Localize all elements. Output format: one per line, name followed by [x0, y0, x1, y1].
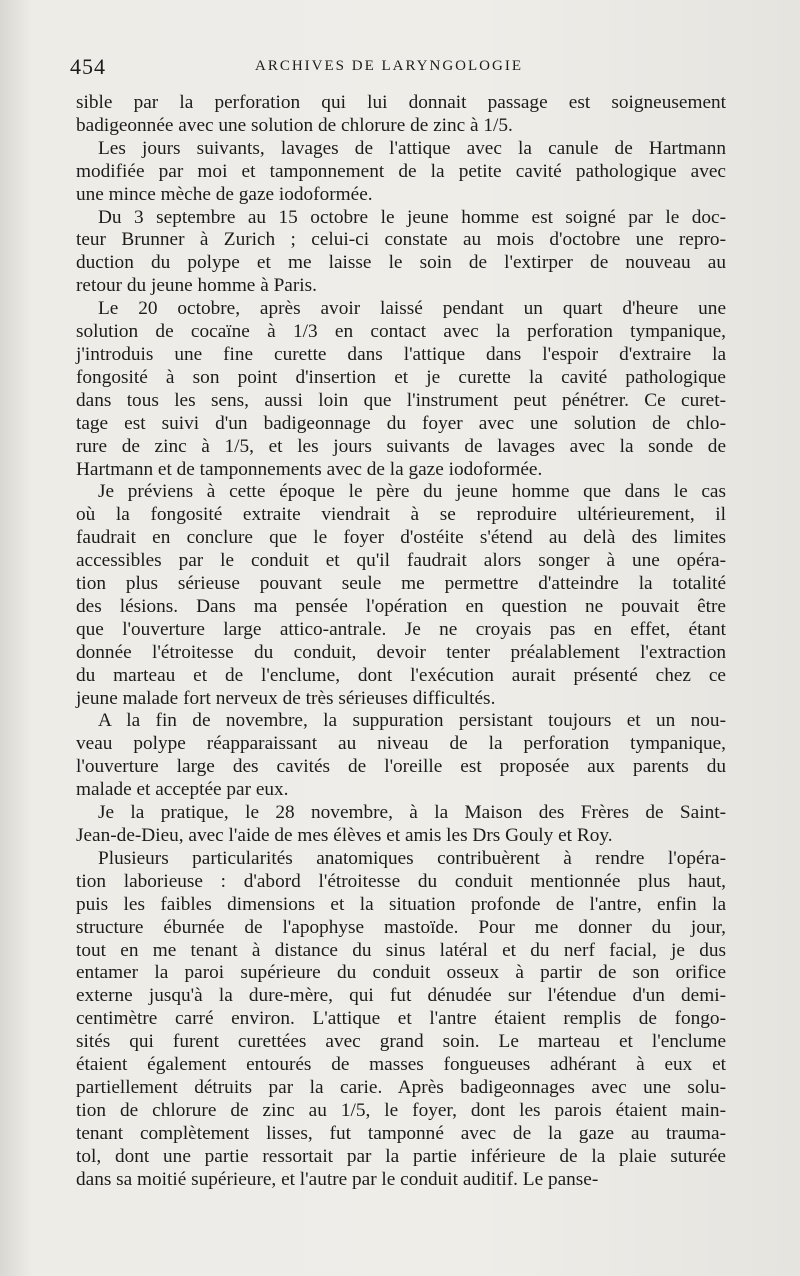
- text-line: tion plus sérieuse pouvant seule me permettre d'atteindre la totalité: [76, 573, 726, 595]
- text-line: fongosité à son point d'insertion et je curette la cavité pathologique: [76, 366, 726, 388]
- text-line: jeune malade fort nerveux de très sérieuses difficultés.: [76, 687, 496, 709]
- text-line: teur Brunner à Zurich ; celui-ci constate au mois d'octobre une repro-: [76, 229, 726, 251]
- text-line: donnée l'étroitesse du conduit, devoir tenter préalablement l'extraction: [76, 641, 726, 663]
- text-line: faudrait en conclure que le foyer d'ostéite s'étend au delà des limites: [76, 527, 726, 549]
- text-line: l'ouverture large des cavités de l'oreille est proposée aux parents du: [76, 756, 726, 778]
- text-line: Du 3 septembre au 15 octobre le jeune homme est soigné par le doc-: [98, 206, 726, 228]
- text-line: Jean-de-Dieu, avec l'aide de mes élèves et amis les Drs Gouly et Roy.: [76, 825, 613, 846]
- text-line: Hartmann et de tamponnements avec de la gaze iodoformée.: [76, 458, 543, 480]
- text-line: dans tous les sens, aussi loin que l'instrument peut pénétrer. Ce curet-: [76, 389, 726, 411]
- text-line: sités qui furent curettées avec grand soin. Le marteau et l'enclume: [76, 1031, 726, 1053]
- text-line: où la fongosité extraite viendrait à se reproduire ultérieurement, il: [76, 504, 726, 526]
- text-line: rure de zinc à 1/5, et les jours suivants de lavages avec la sonde de: [76, 435, 726, 457]
- page-header: [70, 54, 730, 84]
- paragraph: [76, 802, 726, 848]
- text-line: des lésions. Dans ma pensée l'opération en question ne pouvait être: [76, 595, 726, 617]
- text-line: du marteau et de l'enclume, dont l'exécution aurait présenté chez ce: [76, 664, 726, 686]
- text-line: badigeonnée avec une solution de chlorure de zinc à 1/5.: [76, 114, 513, 136]
- text-line: retour du jeune homme à Paris.: [76, 275, 317, 297]
- text-line: externe jusqu'à la dure-mère, qui fut dénudée sur l'étendue d'un demi-: [76, 985, 726, 1007]
- text-line: malade et acceptée par eux.: [76, 779, 289, 801]
- paragraph: [76, 207, 726, 299]
- text-line: tout en me tenant à distance du sinus latéral et du nerf facial, je dus: [76, 939, 726, 961]
- text-line: dans sa moitié supérieure, et l'autre par le conduit auditif. Le panse-: [76, 1168, 599, 1190]
- text-line: Je la pratique, le 28 novembre, à la Maison des Frères de Saint-: [98, 802, 726, 824]
- text-line: une mince mèche de gaze iodoformée.: [76, 183, 373, 205]
- running-title: ARCHIVES DE LARYNGOLOGIE: [255, 58, 523, 74]
- text-line: Je préviens à cette époque le père du jeune homme que dans le cas: [98, 481, 726, 503]
- paragraph: [76, 848, 726, 1192]
- text-line: j'introduis une fine curette dans l'attique dans l'espoir d'extraire la: [76, 343, 726, 365]
- text-line: tion laborieuse : d'abord l'étroitesse du conduit mentionnée plus haut,: [76, 870, 726, 892]
- text-line: tenant complètement lisses, fut tamponné avec de la gaze au trauma-: [76, 1122, 726, 1144]
- text-line: A la fin de novembre, la suppuration persistant toujours et un nou-: [98, 710, 726, 732]
- text-line: puis les faibles dimensions et la situation profonde de l'antre, enfin la: [76, 893, 726, 915]
- text-line: centimètre carré environ. L'attique et l'antre étaient remplis de fongo-: [76, 1008, 726, 1030]
- body-text: [76, 92, 726, 1192]
- text-line: tion de chlorure de zinc au 1/5, le foyer, dont les parois étaient main-: [76, 1099, 726, 1121]
- text-line: Le 20 octobre, après avoir laissé pendant un quart d'heure une: [98, 298, 726, 320]
- text-line: que l'ouverture large attico-antrale. Je ne croyais pas en effet, étant: [76, 618, 726, 640]
- paragraph: [76, 710, 726, 802]
- text-line: tol, dont une partie ressortait par la partie inférieure de la plaie suturée: [76, 1145, 726, 1167]
- text-line: solution de cocaïne à 1/3 en contact avec la perforation tympanique,: [76, 321, 726, 343]
- text-line: Plusieurs particularités anatomiques contribuèrent à rendre l'opéra-: [98, 847, 726, 869]
- paragraph: [76, 481, 726, 710]
- text-line: entamer la paroi supérieure du conduit osseux à partir de son orifice: [76, 962, 726, 984]
- text-line: étaient également entourés de masses fongueuses adhérant à eux et: [76, 1054, 726, 1076]
- text-line: partiellement détruits par la carie. Après badigeonnages avec une solu-: [76, 1076, 726, 1098]
- text-line: tage est suivi d'un badigeonnage du foyer avec une solution de chlo-: [76, 412, 726, 434]
- text-line: structure éburnée de l'apophyse mastoïde. Pour me donner du jour,: [76, 916, 726, 938]
- text-line: Les jours suivants, lavages de l'attique avec la canule de Hartmann: [98, 137, 726, 159]
- paragraph: [76, 92, 726, 138]
- paragraph: [76, 138, 726, 207]
- text-line: sible par la perforation qui lui donnait passage est soigneusement: [76, 92, 726, 113]
- text-line: duction du polype et me laisse le soin de l'extirper de nouveau au: [76, 252, 726, 274]
- text-line: modifiée par moi et tamponnement de la petite cavité pathologique avec: [76, 160, 726, 182]
- text-line: veau polype réapparaissant au niveau de la perforation tympanique,: [76, 733, 726, 755]
- text-line: accessibles par le conduit et qu'il faudrait alors songer à une opéra-: [76, 550, 726, 572]
- paragraph: [76, 298, 726, 481]
- page-number: 454: [70, 54, 106, 79]
